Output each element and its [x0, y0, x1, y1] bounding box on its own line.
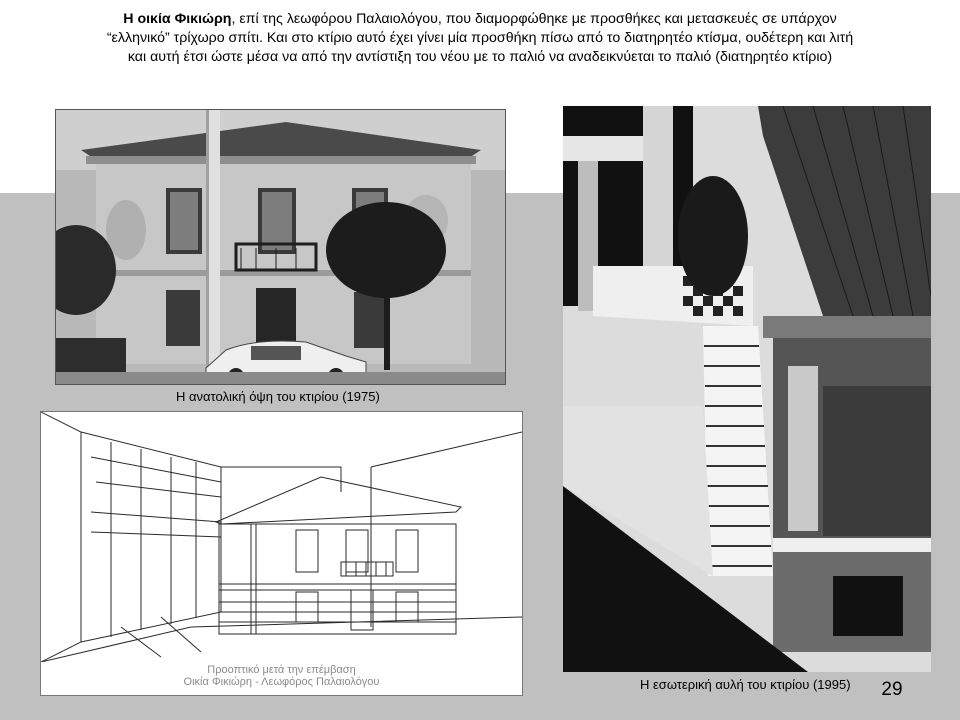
drawing-caption [41, 664, 522, 688]
perspective-line-drawing [41, 412, 522, 662]
heading-line-3: και αυτή έτσι ώστε μέσα να από την αντίστιξη του νέου με το παλιό να αναδεικνύεται το παλιό (διατηρητέο κτίριο) [127, 49, 833, 65]
east-facade-caption: Η ανατολική όψη του κτιρίου (1975) [176, 389, 380, 404]
building-name: Η οικία Φικιώρη [123, 11, 232, 27]
east-facade-photo [55, 109, 506, 385]
page-number: 29 [881, 679, 903, 700]
courtyard-caption: Η εσωτερική αυλή του κτιρίου (1995) [640, 677, 851, 692]
courtyard-photo [563, 106, 931, 672]
heading-line-1 [40, 10, 920, 29]
slide-heading [40, 10, 920, 67]
heading-line-2: “ελληνικό” τρίχωρο σπίτι. Και στο κτίριο αυτό έχει γίνει μία προσθήκη πίσω από το διατηρητέο κτίσμα, ουδέτερη και λιτή [106, 30, 854, 46]
perspective-drawing [40, 411, 523, 696]
drawing-caption-line-1: Προοπτικό μετά την επέμβαση [207, 664, 356, 676]
drawing-caption-line-2: Οικία Φικιώρη - Λεωφόρος Παλαιολόγου [183, 676, 380, 688]
heading-line-1-text: , επί της λεωφόρου Παλαιολόγου, που διαμορφώθηκε με προσθήκες και μετασκευές σε υπάρχον [231, 11, 837, 27]
